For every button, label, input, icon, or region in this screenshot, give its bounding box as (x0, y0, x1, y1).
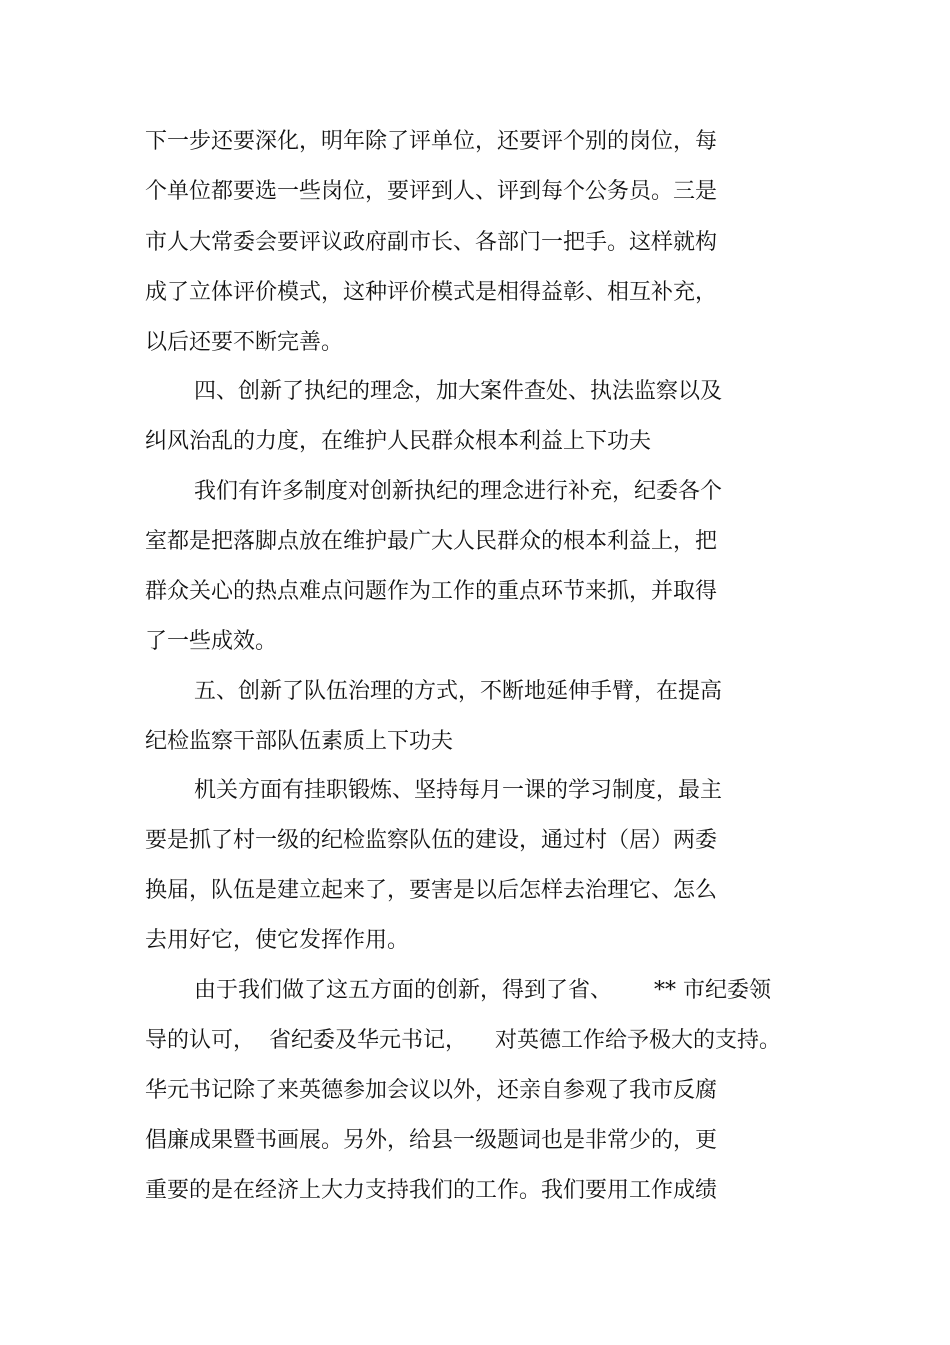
text-line: 重要的是在经济上大力支持我们的工作。我们要用工作成绩 (145, 1178, 718, 1203)
text-line: 机关方面有挂职锻炼、坚持每月一课的学习制度，最主 (194, 778, 723, 803)
text-line: 市人大常委会要评议政府副市长、各部门一把手。这样就构 (145, 230, 718, 255)
text-line: 我们有许多制度对创新执纪的理念进行补充，纪委各个 (194, 479, 723, 504)
section-heading-line: 纪检监察干部队伍素质上下功夫 (145, 729, 454, 754)
text-line: 倡廉成果暨书画展。另外，给县一级题词也是非常少的，更 (145, 1128, 718, 1153)
text-line: 要是抓了村一级的纪检监察队伍的建设，通过村（居）两委 (145, 828, 718, 853)
text-line: 由于我们做了这五方面的创新，得到了省、 ** 市纪委领 (194, 978, 771, 1003)
text-line: 下一步还要深化，明年除了评单位，还要评个别的岗位，每 (145, 129, 718, 154)
text-line: 去用好它，使它发挥作用。 (145, 928, 410, 953)
text-line: 成了立体评价模式，这种评价模式是相得益彰、相互补充， (145, 280, 718, 305)
section-heading-line: 五、创新了队伍治理的方式，不断地延伸手臂，在提高 (194, 679, 723, 704)
text-line: 导的认可， 省纪委及华元书记， 对英德工作给予极大的支持。 (145, 1028, 781, 1053)
section-heading-line: 四、创新了执纪的理念，加大案件查处、执法监察以及 (194, 379, 723, 404)
text-line: 以后还要不断完善。 (145, 330, 344, 355)
section-heading-line: 纠风治乱的力度，在维护人民群众根本利益上下功夫 (145, 429, 652, 454)
text-line: 了一些成效。 (145, 629, 278, 654)
text-line: 华元书记除了来英德参加会议以外，还亲自参观了我市反腐 (145, 1078, 718, 1103)
text-line: 个单位都要选一些岗位，要评到人、评到每个公务员。三是 (145, 179, 718, 204)
text-line: 群众关心的热点难点问题作为工作的重点环节来抓，并取得 (145, 579, 718, 604)
text-line: 换届，队伍是建立起来了，要害是以后怎样去治理它、怎么 (145, 878, 718, 903)
text-line: 室都是把落脚点放在维护最广大人民群众的根本利益上，把 (145, 529, 718, 554)
